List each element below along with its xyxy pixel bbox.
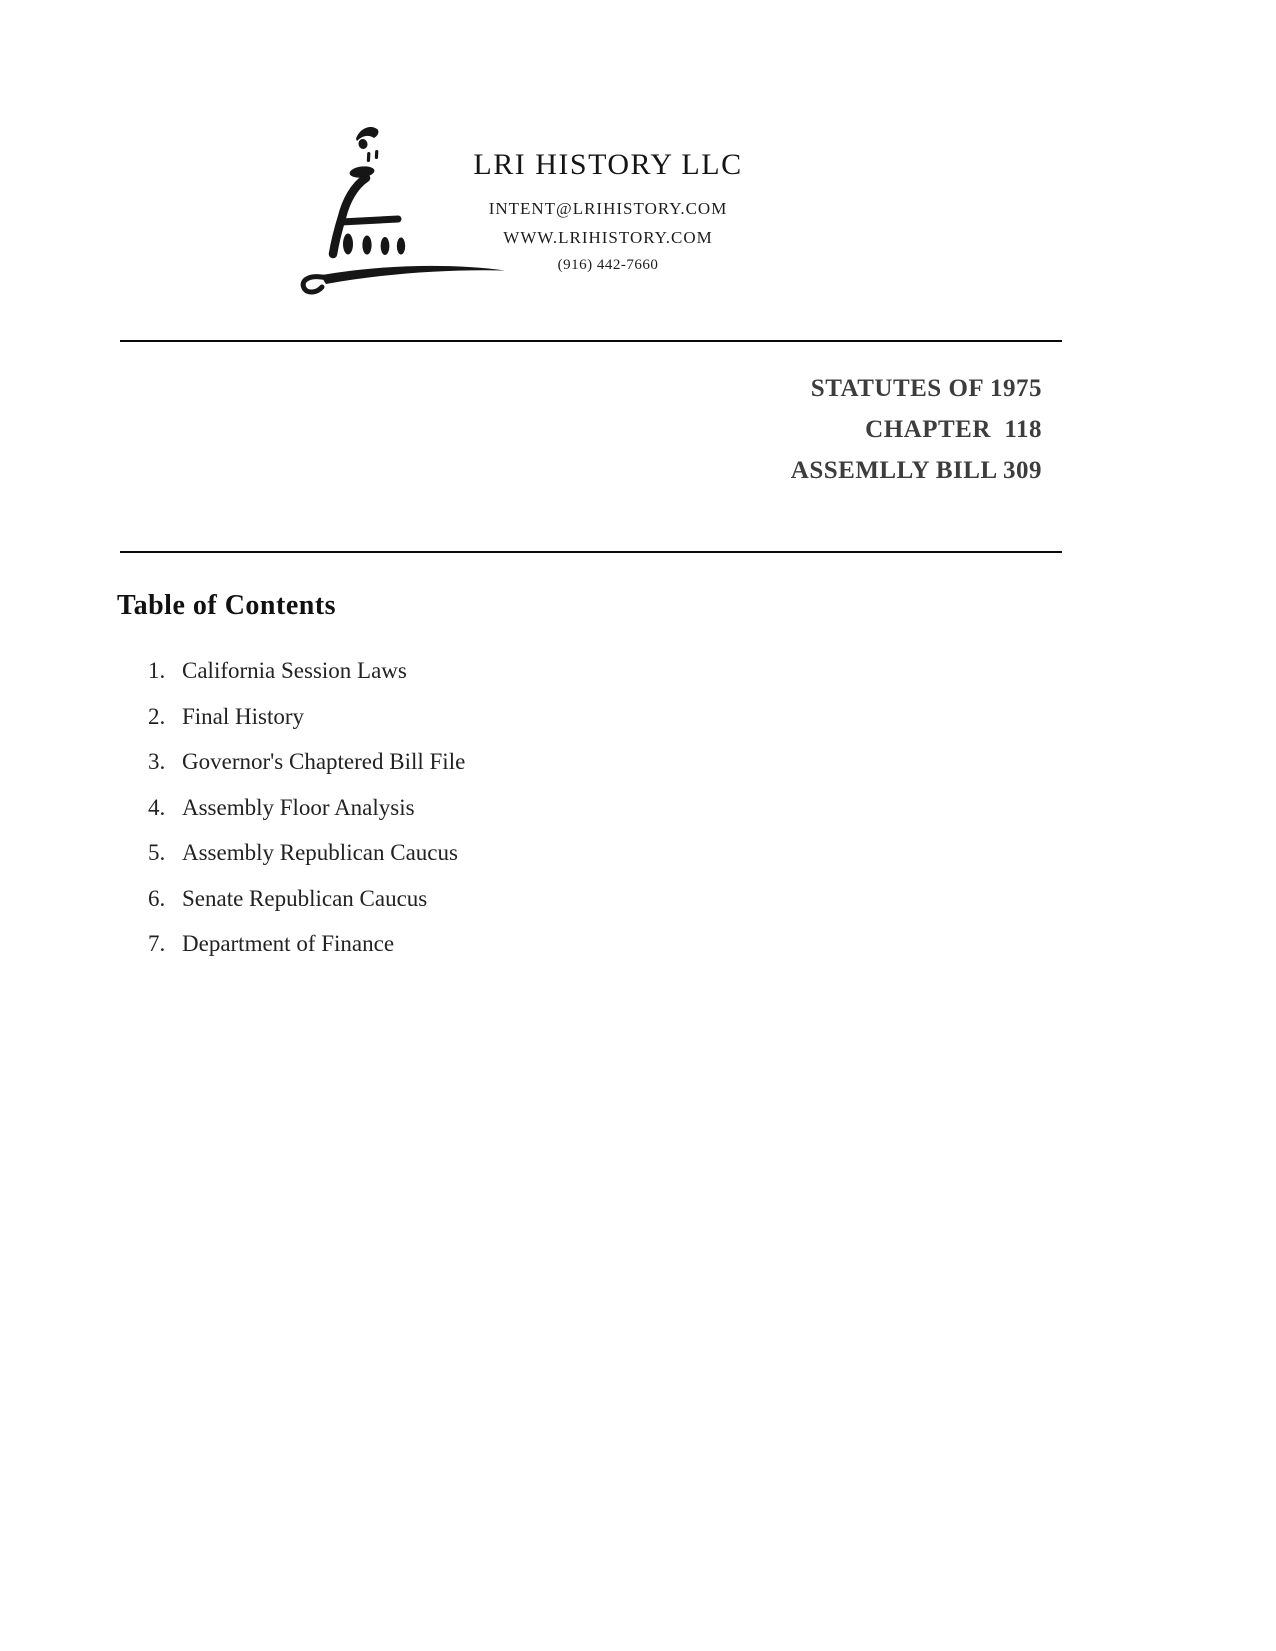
contact-email: INTENT@LRIHISTORY.COM	[488, 199, 728, 218]
toc-item	[148, 795, 748, 841]
contact-website: WWW.LRIHISTORY.COM	[503, 228, 713, 247]
toc-item	[148, 749, 748, 795]
toc-item-label: Assembly Floor Analysis	[182, 794, 415, 820]
toc-list	[148, 658, 748, 977]
contact-phone: (916) 442-7660	[557, 257, 659, 273]
toc-item-label: Assembly Republican Caucus	[182, 840, 458, 865]
toc-item-label: Governor's Chaptered Bill File	[182, 749, 466, 774]
statutes-line-2: CHAPTER 118	[865, 416, 1042, 443]
divider-top	[120, 340, 1062, 342]
toc-item-label: California Session Laws	[182, 658, 407, 683]
toc-item-number: 5.	[148, 840, 166, 865]
statutes-title-block	[791, 368, 1042, 491]
toc-item	[148, 704, 748, 750]
statutes-line-3: ASSEMLLY BILL 309	[790, 457, 1042, 484]
company-name: LRI HISTORY LLC	[473, 148, 743, 181]
toc-item-label: Final History	[182, 703, 305, 729]
toc-item-label: Senate Republican Caucus	[182, 885, 428, 911]
toc-item-number: 3.	[148, 749, 166, 774]
toc-item-number: 7.	[148, 931, 166, 956]
statutes-line-1: STATUTES OF 1975	[810, 375, 1042, 402]
toc-item-number: 6.	[148, 885, 166, 911]
toc-item-number: 1.	[148, 658, 166, 683]
toc-item-label: Department of Finance	[182, 931, 395, 956]
toc-item-number: 2.	[148, 703, 166, 729]
toc-item	[148, 658, 748, 704]
toc-item	[148, 886, 748, 932]
toc-item	[148, 931, 748, 977]
toc-heading: Table of Contents	[117, 590, 337, 621]
letterhead	[408, 148, 808, 274]
toc-item	[148, 840, 748, 886]
toc-item-number: 4.	[148, 794, 166, 820]
divider-bottom	[120, 551, 1062, 553]
